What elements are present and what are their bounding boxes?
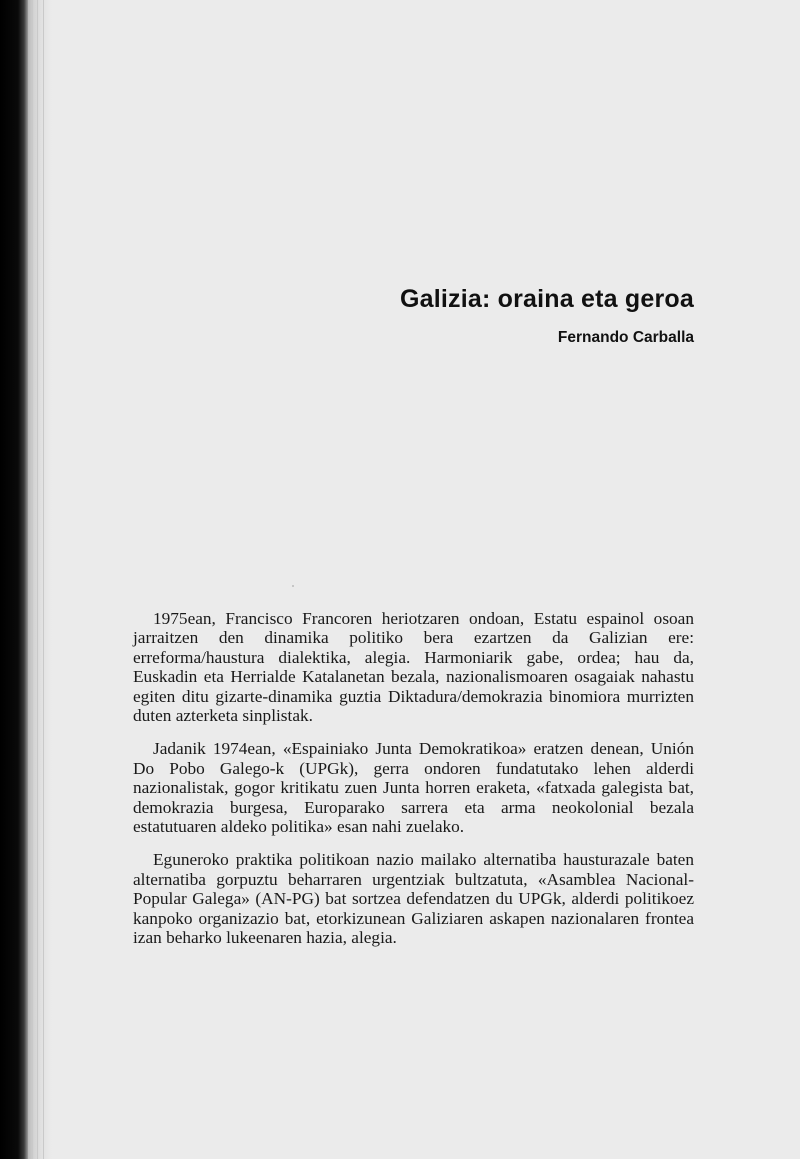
binding-shadow xyxy=(0,0,28,1159)
gutter-line xyxy=(43,0,44,1159)
page-gutter xyxy=(28,0,52,1159)
paragraph: Eguneroko praktika politikoan nazio mailako alternatiba hausturazale baten alternatiba gorpuztu beharraren urgentziak bultzatuta, «Asamblea Nacional-Popular Galega» (AN-PG) bat sortzea defendatzen du UPGk, alderdi politikoez kanpoko organizazio bat, etorkizunean Galiziaren askapen nazionalaren frontea izan beharko lukeenaren hazia, alegia. xyxy=(133,850,694,948)
article-header xyxy=(400,282,694,348)
speck-mark xyxy=(292,585,294,587)
article-author: Fernando Carballa xyxy=(557,329,694,346)
paragraph: Jadanik 1974ean, «Espainiako Junta Demokratikoa» eratzen denean, Unión Do Pobo Galego-k (UPGk), gerra ondoren fundatutako lehen alderdi nazionalistak, gogor kritikatu zuen Junta horren eraketa, «fatxada galegista bat, demokrazia burgesa, Europarako sarrera eta arma neokolonial bezala estatutuaren aldeko politika» esan nahi zuelako. xyxy=(133,739,694,837)
article-title: Galizia: oraina eta geroa xyxy=(400,285,694,313)
gutter-line xyxy=(32,0,33,1159)
gutter-line xyxy=(37,0,38,1159)
paragraph: 1975ean, Francisco Francoren heriotzaren ondoan, Estatu espainol osoan jarraitzen den dinamika politiko bera ezartzen da Galizian ere: erreforma/haustura dialektika, alegia. Harmoniarik gabe, ordea; hau da, Euskadin eta Herrialde Katalanetan bezala, nazionalismoaren osagaiak nahastu egiten ditu gizarte-dinamika guztia Diktadura/demokrazia binomiora murrizten duten azterketa sinplistak. xyxy=(133,609,694,726)
article-body xyxy=(133,609,694,962)
